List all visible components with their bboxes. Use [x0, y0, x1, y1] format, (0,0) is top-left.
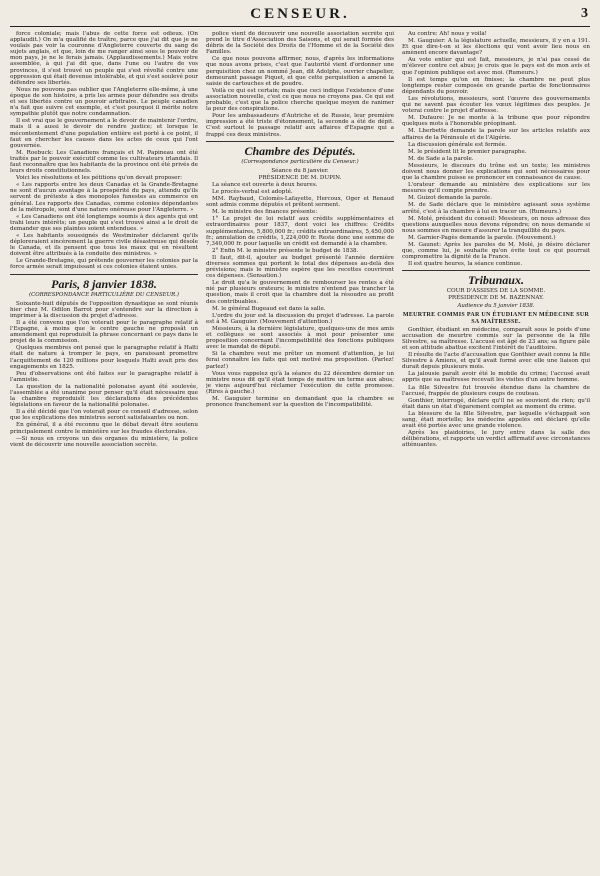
- article-paragraph: M. Gauguier termine en demandant que la chambre se prononce franchement sur la question de l'incompatibilité.: [206, 395, 394, 409]
- section-title-tribunaux: Tribunaux.: [468, 273, 524, 288]
- article-paragraph: M. le ministre des finances présente:: [212, 209, 318, 216]
- article-paragraph: police vient de découvrir une nouvelle association secrète qui prend le titre d'Association des Saisons, et qui serait formée des débris de la Société des Droits de l'Homme et de la Société des Familles.: [206, 31, 394, 56]
- columns: [10, 31, 590, 876]
- section-subtitle: (Correspondance particulière du Censeur.): [241, 158, 359, 165]
- court-name: COUR D'ASSISES DE LA SOMME.: [446, 288, 546, 295]
- newspaper-title: CENSEUR.: [250, 6, 350, 22]
- masthead: [10, 4, 590, 27]
- article-paragraph: L'orateur demande au ministère des explications sur les mesures qu'il compte prendre.: [402, 182, 590, 195]
- article-paragraph: M. Gaunet: Après les paroles de M. Molé, je désire déclarer que, comme lui, je souhaite qu'on évite tout ce qui pourrait compromettre la dignité de la France.: [402, 242, 590, 261]
- article-paragraph: « Les rapports entre les deux Canadas et la Grande-Bretagne ne sont d'aucun avantage à la prospérité du pays, attendu qu'ils servent de prétexte à des monopoles funestes au commerce en général. Les rapports des Canadas, comme colonies dépendantes de la métropole, sont d'une nature onéreuse pour l'Angleterre. »: [10, 182, 198, 213]
- article-paragraph: « Les habitants soussignés de Westminster déclarent qu'ils déploreraient sincèrement la guerre civile désastreuse qui désole le Canada, et ils pensent que tous les maux qui en résultent doivent être attribués à la conduite des ministres. »: [10, 233, 198, 258]
- article-paragraph: Ce que nous pouvons affirmer, nous, d'après les informations que nous avons prises, c'est que l'autorité vient d'ordonner une perquisition chez un nommé Jean, dit Adolphe, ouvrier chapelier, demeurant passage Piquet, et que cette perquisition a amené la saisie de cartouches et de poudre.: [206, 56, 394, 87]
- column-3: [402, 31, 590, 876]
- case-title: MEURTRE COMMIS PAR UN ÉTUDIANT EN MÉDECINE SUR SA MAÎTRESSE.: [402, 311, 590, 325]
- presidence: PRÉSIDENCE DE M. DUPIN.: [258, 174, 342, 181]
- section-title-chambre: Chambre des Députés.: [244, 143, 356, 158]
- dateline: Paris, 8 janvier 1838.: [51, 276, 157, 291]
- article-paragraph: MM. Raybaud, Colomès-Lafayette, Hercoux, Oger et Renaud sont admis comme députés et prêtent serment.: [206, 196, 394, 209]
- article-paragraph: En général, il a été reconnu que le débat devait être soutenu principalement contre le ministère sur les fraudes électorales.: [10, 422, 198, 435]
- article-paragraph: M. le général Bugeaud est dans la salle.: [212, 305, 326, 312]
- article-paragraph: Quelques membres ont pensé que le paragraphe relatif à Haïti était de nature à tromper le pays, en paraissant promettre l'acquittement de 120 millions pour lesquels Haïti avait pris des engagements en 1825.: [10, 345, 198, 370]
- article-paragraph: 2° Enfin M. le ministre présente le budget de 1838.: [212, 247, 359, 254]
- article-paragraph: Voilà ce qui est certain; mais que ceci indique l'existence d'une association nouvelle, c'est ce que nous ne croyons pas. Ce qui est probable, c'est que la police cherche quelque moyen de ranimer la peur des conspirations.: [206, 87, 394, 113]
- article-paragraph: Gonthier, étudiant en médecine, comparaît sous le poids d'une accusation de meurtre commis sur la personne de la fille Silvestre, sa maîtresse. L'accusé est âgé de 23 ans; sa figure pâle et son attitude abattue excitent l'intérêt de l'auditoire.: [402, 326, 590, 351]
- article-paragraph: Messieurs, à la dernière législature, quelques-uns de mes amis et collègues se sont associés à moi pour présenter une proposition concernant l'incompatibilité des fonctions publiques avec le mandat de député.: [206, 325, 394, 351]
- article-paragraph: Soixante-huit députés de l'opposition dynastique se sont réunis hier chez M. Odilon Barrot pour s'entendre sur la direction à imprimer à la discussion du projet d'adresse.: [10, 300, 198, 319]
- page-number: 3: [581, 6, 588, 21]
- divider: [402, 270, 590, 271]
- article-paragraph: Nous ne pouvons pas oublier que l'Angleterre elle-même, à une époque de son histoire, a pris les armes pour défendre ses droits et ses libertés contre un pouvoir arbitraire. Le peuple canadien n'a fait que suivre cet exemple, et c'est pourquoi il mérite notre sympathie plutôt que notre condamnation.: [10, 86, 198, 118]
- article-paragraph: La discussion générale est fermée.: [408, 141, 507, 148]
- article-paragraph: 1° Le projet de loi relatif aux crédits supplémentaires et extraordinaires pour 1837, dont voici les chiffres: Crédits supplémentaires, 5,800,000 fr.; crédits extraordinaires, 5,450,000 fr.; annulation de crédits, 1,224,000 fr. Reste donc une somme de 7,340,000 fr. pour laquelle un crédit est demandé à la chambre.: [206, 216, 394, 247]
- article-paragraph: Si la chambre veut me prêter un moment d'attention, je lui ferai connaître les faits qui ont motivé ma proposition. (Parlez! parlez!): [206, 351, 394, 370]
- article-paragraph: M. Dufaure: Je ne monte à la tribune que pour répondre quelques mots à l'honorable préopinant.: [402, 115, 590, 128]
- article-paragraph: Voici les résolutions et les pétitions qu'on devait proposer:: [16, 175, 183, 182]
- article-paragraph: Les révolutions, messieurs, sont l'œuvre des gouvernements qui ne savent pas écouter les vœux légitimes des peuples. Je voterai contre le projet d'adresse.: [402, 95, 590, 115]
- article-paragraph: Peu d'observations ont été faites sur le paragraphe relatif à l'amnistie.: [10, 370, 198, 383]
- article-paragraph: Le procès-verbal est adopté.: [212, 188, 293, 195]
- article-paragraph: Au contre: Ah! nous y voilà!: [408, 31, 487, 37]
- article-paragraph: Pour les ambassadeurs d'Autriche et de Russie, leur première impression a été triste d'étonnement, la seconde a été de dépit. C'est surtout le passage relatif aux affaires d'Espagne qui a frappé ces deux ministres.: [206, 113, 394, 138]
- column-2: [206, 31, 394, 876]
- article-paragraph: La question de la nationalité polonaise ayant été soulevée, l'assemblée a été unanime pour penser qu'il était nécessaire que la chambre reproduisît les déclarations des précédentes législations en faveur de la nationalité polonaise.: [10, 383, 198, 409]
- article-paragraph: La séance est ouverte à deux heures.: [212, 181, 318, 188]
- article-paragraph: M. Guizot demande la parole.: [408, 195, 493, 202]
- seance-date: Séance du 8 janvier.: [271, 167, 329, 174]
- article-paragraph: Il résulte de l'acte d'accusation que Gonthier avait connu la fille Silvestre à Amiens, et qu'il avait formé avec elle une liaison qui durait depuis plusieurs mois.: [402, 352, 590, 371]
- article-paragraph: Le droit qu'a le gouvernement de rembourser les rentes a été nié par plusieurs orateurs; le ministre n'entend pas trancher la question, mais il croit que la chambre doit la résoudre au profit des contribuables.: [206, 280, 394, 305]
- article-paragraph: L'ordre du jour est la discussion du projet d'adresse. La parole est à M. Gauguier. (Mouvement d'attention.): [206, 312, 394, 325]
- article-paragraph: Il est quatre heures, la séance continue.: [408, 261, 523, 268]
- article-paragraph: Il est temps qu'on en finisse; la chambre ne peut plus longtemps rester composée en grande partie de fonctionnaires dépendants du pouvoir.: [402, 76, 590, 95]
- article-paragraph: La blessure de la fille Silvestre, par laquelle s'échappait son sang, était mortelle; les médecins appelés ont déclaré qu'elle avait été portée avec une grande violence.: [402, 410, 590, 430]
- court-presidence: PRÉSIDENCE DE M. BAZENNAY.: [448, 295, 544, 302]
- column-1: [10, 31, 198, 876]
- article-paragraph: M. Lherbette demande la parole sur les articles relatifs aux affaires de la Péninsule et de l'Algérie.: [402, 128, 590, 141]
- article-paragraph: M. Molé, président du conseil: Messieurs, on nous adresse des questions auxquelles nous devons répondre; on nous demande si nous sommes en mesure d'assurer la tranquillité du pays.: [402, 215, 590, 234]
- article-paragraph: —Si nous en croyons un des organes du ministère, la police vient de découvrir une nouvelle association secrète.: [10, 435, 198, 448]
- dateline-subtitle: (CORRESPONDANCE PARTICULIÈRE DU CENSEUR.): [29, 291, 179, 298]
- article-paragraph: Gonthier, interrogé, déclare qu'il ne se souvient de rien; qu'il était dans un état d'égarement complet au moment du crime.: [402, 397, 590, 410]
- article-paragraph: Il faut, dit-il, ajouter au budget présenté l'année dernière diverses sommes qui portent le total des dépenses au-delà des prévisions; mais le ministre espère que les recettes couvriront ces dépenses. (Sensation.): [206, 254, 394, 280]
- article-paragraph: La jalousie paraît avoir été le mobile du crime; l'accusé avait appris que sa maîtresse recevait les visites d'un autre homme.: [402, 371, 590, 384]
- audience-date: Audience du 5 janvier 1838.: [457, 302, 535, 309]
- article-paragraph: La fille Silvestre fut trouvée étendue dans la chambre de l'accusé, frappée de plusieurs coups de couteau.: [402, 384, 590, 397]
- article-paragraph: Vous vous rappelez qu'à la séance du 22 décembre dernier un ministre nous dit qu'il était temps de mettre un terme aux abus; je viens aujourd'hui réclamer l'exécution de cette promesse. (Rires à gauche.): [206, 370, 394, 395]
- divider: [206, 141, 394, 142]
- article-paragraph: « Les Canadiens ont été longtemps soumis à des agents qui ont trahi leurs intérêts; un peuple qui s'est trouvé ainsi a le droit de demander que ses plaintes soient entendues. »: [10, 213, 198, 232]
- article-paragraph: Le Grande-Bretagne, qui prétende gouverner les colonies par la force armée serait impuissant si ces colonies étaient unies.: [10, 258, 198, 271]
- article-paragraph: force coloniale; mais l'abus de cette force est odieux. (On applaudit.) On m'a qualifié de traître, parce que j'ai dit que je ne voulais pas voir la couronne d'Angleterre couverte du sang de sujets anglais, et que, loin de me ranger ainsi sous le pouvoir de mon pays, je ne le ferais jamais. (Applaudissements.) Mais votre assemblée, à qui j'ai dit que, dans l'une ou l'autre de vos provinces, il s'est trouvé un peuple qui s'est révolté contre une oppression qui était devenue intolérable, et qui s'est soulevé pour défendre ses libertés.: [10, 31, 198, 86]
- article-paragraph: Messieurs, le discours du trône est un texte; les ministres doivent nous donner les explications qui sont nécessaires pour que la chambre puisse se prononcer en connaissance de cause.: [402, 162, 590, 182]
- article-paragraph: M. le président lit le premier paragraphe.: [408, 148, 527, 155]
- article-paragraph: M. Garnier-Pagès demande la parole. (Mouvement.): [408, 234, 556, 241]
- article-paragraph: Il est vrai que le gouvernement a le devoir de maintenir l'ordre, mais il a aussi le devoir de rendre justice; et lorsque le mécontentement d'une population entière est porté à ce point, il faut en chercher les causes dans les actes de ceux qui l'ont gouvernée.: [10, 118, 198, 149]
- article-paragraph: M. de Sade a la parole.: [408, 155, 474, 162]
- article-paragraph: Au vote entier qui est fait, messieurs, je n'ai pas cessé de m'élever contre cet abus; je crois que le pays est de mon avis et que l'opinion publique est avec moi. (Rumeurs.): [402, 57, 590, 76]
- article-paragraph: M. Gauguier: A la législature actuelle, messieurs, il y en a 191. Et que dire-t-on si les élections qui vont avoir lieu nous en amènent encore davantage?: [402, 38, 590, 57]
- article-paragraph: M. de Sade déclare que le ministère agissant sous système arrêté, c'est à la chambre à lui en tracer un. (Rumeurs.): [402, 202, 590, 215]
- article-paragraph: M. Roebuck: Les Canadiens français et M. Papineau ont été traités par le pouvoir exécutif comme les cultivateurs irlandais. Il faut reconnaître que les habitants de la province ont été privés de leurs droits constitutionnels.: [10, 149, 198, 175]
- article-paragraph: Après les plaidoiries, le jury entre dans la salle des délibérations, et rapporte un verdict affirmatif avec circonstances atténuantes.: [402, 430, 590, 449]
- divider: [10, 274, 198, 275]
- article-paragraph: Il a été décidé que l'on voterait pour ce conseil d'adresse, selon que les explications des ministres seront satisfaisantes ou non.: [10, 409, 198, 422]
- article-paragraph: Il a été convenu que l'on voterait pour le paragraphe relatif à l'Espagne, à moins que le centre gauche ne proposât un amendement qui reproduisît la phrase concernant ce pays dans le projet de la commission.: [10, 319, 198, 345]
